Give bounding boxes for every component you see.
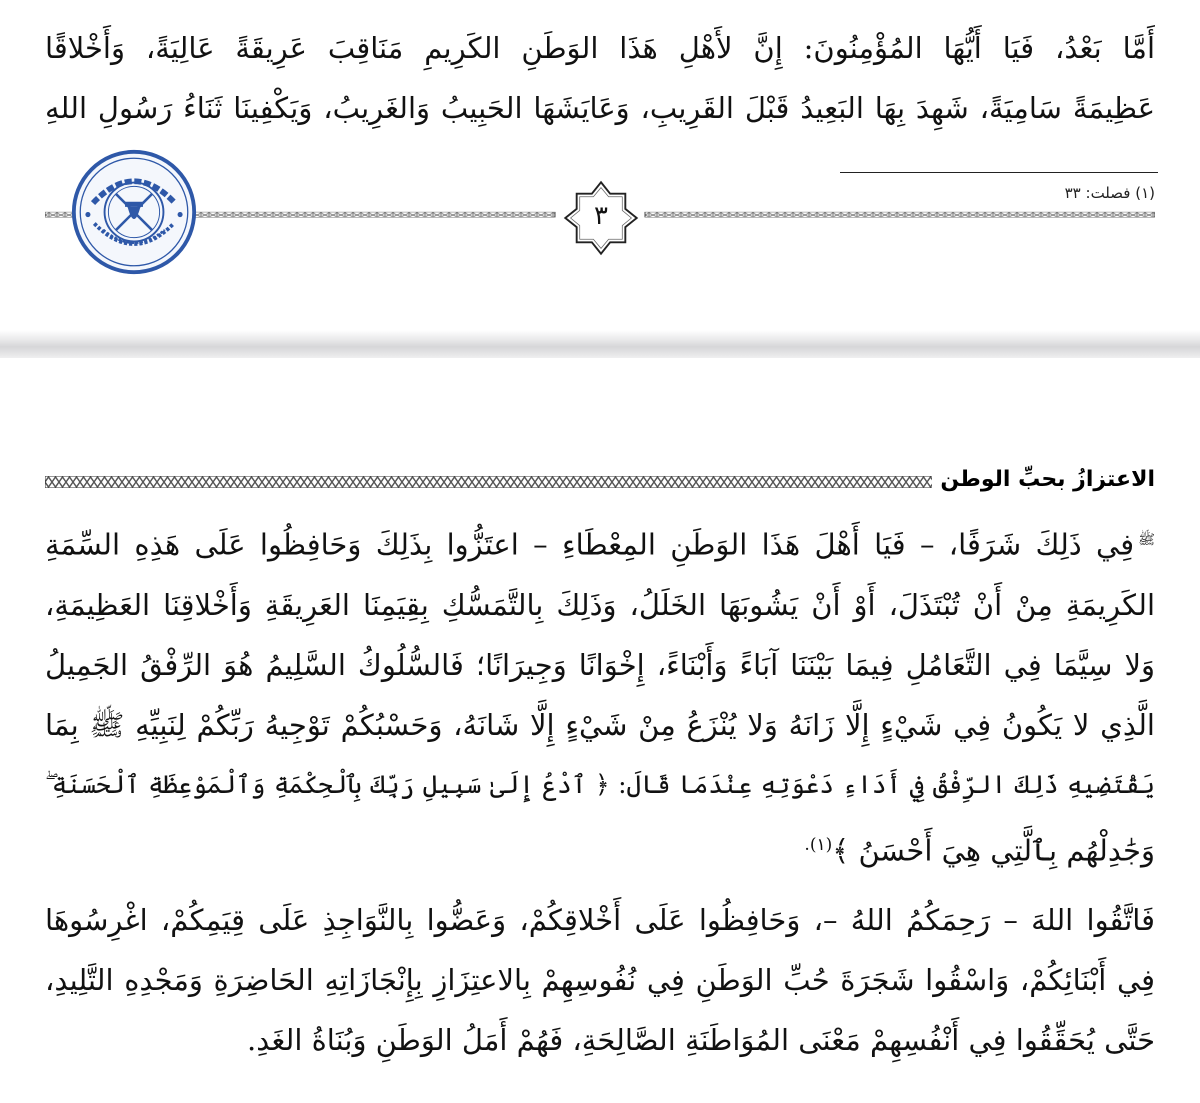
text-line bbox=[45, 815, 1155, 881]
text-line: فِي أَبْنَائِكُمْ، وَاسْقُوا شَجَرَةَ حُبِّ الوَطَنِ فِي نُفُوسِهِمْ بِالاعتِزَازِ بِإِنْجَازَاتِهِ الحَاضِرَةِ وَمَجْدِهِ التَّلِيدِ، bbox=[45, 963, 1155, 997]
text-line: وَلا سِيَّمَا فِي التَّعَامُلِ فِيمَا بَيْنَنَا آبَاءً وَأَبْنَاءً، إِخْوَانًا وَجِيرَانًا؛ فَالسُّلُوكُ السَّلِيمُ هُوَ الرِّفْقُ الجَمِيلُ bbox=[45, 647, 1155, 682]
section-title: الاعتزازُ بحبِّ الوطن bbox=[932, 462, 1155, 498]
text-line: الكَرِيمَةِ مِنْ أَنْ تُبْتَذَلَ، أَوْ أَنْ يَشُوبَهَا الخَلَلُ، وَذَلِكَ بِالتَّمَسُّكِ بِقِيَمِنَا العَرِيقَةِ وَأَخْلاقِنَا العَظِيمَةِ، bbox=[45, 587, 1155, 622]
quran-verse-end: وَجَٰدِلْهُم بِٱلَّتِي هِيَ أَحْسَنُ ﴾ bbox=[832, 833, 1155, 868]
honorific-glyph: ﷺ bbox=[1138, 532, 1155, 548]
page-number: ٣ bbox=[594, 201, 608, 231]
footnote: (١) فصلت: ٣٣ bbox=[1064, 184, 1155, 202]
footnote-reference: (١). bbox=[804, 834, 833, 855]
previous-page-text bbox=[45, 18, 1155, 138]
ministry-seal-icon bbox=[70, 148, 198, 276]
previous-page bbox=[0, 0, 1200, 330]
paragraph-1 bbox=[45, 510, 1155, 880]
paragraph-2 bbox=[45, 890, 1155, 1070]
current-page bbox=[0, 358, 1200, 1103]
text-line bbox=[45, 510, 1155, 575]
page-break bbox=[0, 330, 1200, 358]
text-line-content: فِي ذَلِكَ شَرَفًا، – فَيَا أَهْلَ هَذَا الوَطَنِ المِعْطَاءِ – اعتَزُّوا بِذَلِكَ وَحَافِظُوا عَلَى هَذِهِ السِّمَةِ bbox=[45, 527, 1135, 562]
text-line: فَاتَّقُوا اللهَ – رَحِمَكُمُ اللهُ –، وَحَافِظُوا عَلَى أَخْلاقِكُمْ، وَعَضُّوا بِالنَّوَاجِذِ عَلَى قِيَمِكُمْ، اغْرِسُوهَا bbox=[45, 903, 1155, 937]
text-line: حَتَّى يُحَقِّقُوا فِي أَنْفُسِهِمْ مَعْنَى المُوَاطَنَةِ الصَّالِحَةِ، فَهُمْ أَمَلُ الوَطَنِ وَبُنَاةُ الغَدِ. bbox=[247, 1023, 1155, 1057]
heading-ornament-rule bbox=[45, 476, 945, 488]
text-line: أَمَّا بَعْدُ، فَيَا أَيُّهَا المُؤْمِنُونَ: إِنَّ لأَهْلِ هَذَا الوَطَنِ الكَرِيمِ مَنَاقِبَ عَرِيقَةً عَالِيَةً، وَأَخْلاقًا bbox=[45, 31, 1155, 65]
text-line: الَّذِي لا يَكُونُ فِي شَيْءٍ إِلَّا زَانَهُ وَلا يُنْزَعُ مِنْ شَيْءٍ إِلَّا شَانَهُ، وَحَسْبُكُمْ تَوْجِيهُ رَبِّكُمْ لِنَبِيِّهِ ﷺ بِمَا bbox=[45, 707, 1155, 742]
footnote-separator bbox=[840, 172, 1158, 173]
text-line: يَقْتَضِيهِ ذَلِكَ الرِّفْقُ فِي أَدَاءِ دَعْوَتِهِ عِنْدَمَا قَالَ: ﴿ ٱدْعُ إِلَىٰ سَبِيلِ رَبِّكَ بِٱلْحِكْمَةِ وَٱلْمَوْعِظَةِ ٱلْحَسَنَةِ ۖ bbox=[45, 769, 1155, 799]
section-heading bbox=[45, 462, 1155, 498]
text-line: عَظِيمَةً سَامِيَةً، شَهِدَ بِهَا البَعِيدُ قَبْلَ القَرِيبِ، وَعَايَشَهَا الحَبِيبُ وَالغَرِيبُ، وَيَكْفِينَا ثَنَاءُ رَسُولِ اللهِ bbox=[45, 91, 1155, 125]
